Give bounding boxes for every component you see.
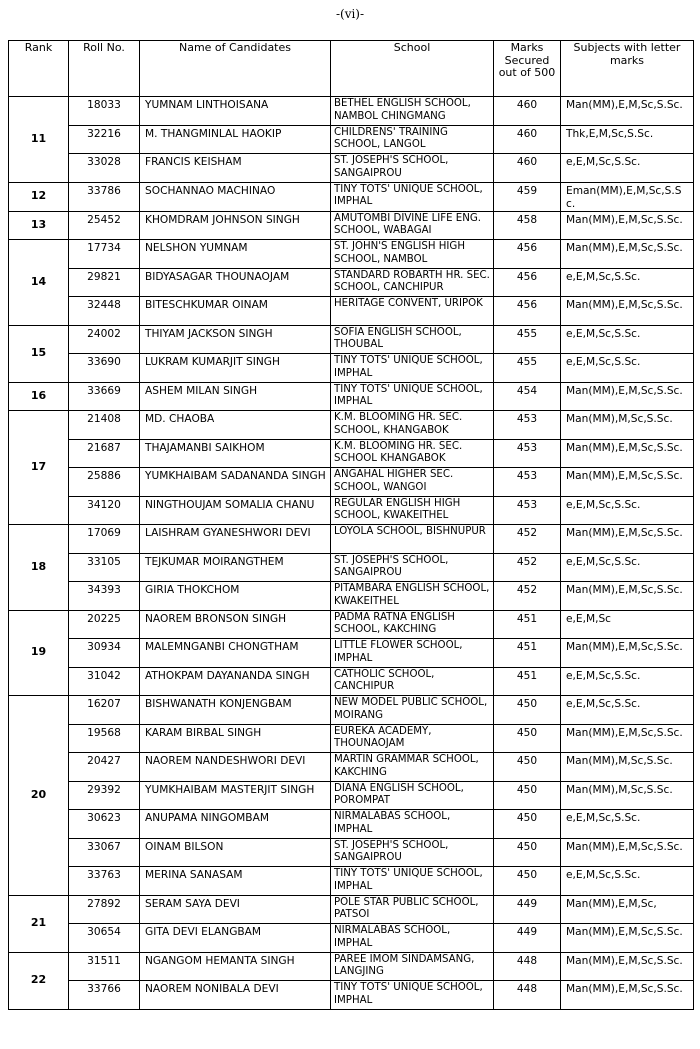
rank-cell: 22 <box>9 952 69 1009</box>
subjects-cell: Man(MM),M,Sc,S.Sc. <box>561 781 694 810</box>
school-cell: LOYOLA SCHOOL, BISHNUPUR <box>331 525 494 554</box>
candidate-name-cell: MERINA SANASAM <box>140 867 331 896</box>
rank-cell: 13 <box>9 211 69 240</box>
school-cell: K.M. BLOOMING HR. SEC. SCHOOL, KHANGABOK <box>331 411 494 440</box>
table-body <box>9 97 694 1010</box>
marks-cell: 451 <box>494 610 561 639</box>
subjects-cell: Man(MM),E,M,Sc,S.Sc. <box>561 838 694 867</box>
table-row <box>9 268 694 297</box>
table-row <box>9 154 694 183</box>
roll-no-cell: 30654 <box>69 924 140 953</box>
roll-no-cell: 33763 <box>69 867 140 896</box>
subjects-cell: Man(MM),E,M,Sc,S.Sc. <box>561 924 694 953</box>
subjects-cell: Man(MM),E,M,Sc,S.Sc. <box>561 468 694 497</box>
marks-cell: 450 <box>494 696 561 725</box>
rank-cell: 11 <box>9 97 69 183</box>
candidate-name-cell: ATHOKPAM DAYANANDA SINGH <box>140 667 331 696</box>
marks-cell: 460 <box>494 97 561 126</box>
table-row <box>9 496 694 525</box>
marks-cell: 453 <box>494 411 561 440</box>
subjects-cell: Man(MM),E,M,Sc,S.Sc. <box>561 981 694 1010</box>
table-row <box>9 211 694 240</box>
table-row <box>9 867 694 896</box>
marks-cell: 449 <box>494 895 561 924</box>
school-cell: TINY TOTS' UNIQUE SCHOOL, IMPHAL <box>331 182 494 211</box>
school-cell: SOFIA ENGLISH SCHOOL, THOUBAL <box>331 325 494 354</box>
table-row <box>9 781 694 810</box>
candidate-name-cell: NAOREM NONIBALA DEVI <box>140 981 331 1010</box>
marks-cell: 456 <box>494 240 561 269</box>
school-cell: ANGAHAL HIGHER SEC. SCHOOL, WANGOI <box>331 468 494 497</box>
subjects-cell: Man(MM),E,M,Sc,S.Sc. <box>561 439 694 468</box>
roll-no-cell: 33690 <box>69 354 140 383</box>
rank-cell: 21 <box>9 895 69 952</box>
marks-cell: 451 <box>494 667 561 696</box>
table-row <box>9 582 694 611</box>
school-cell: ST. JOSEPH'S SCHOOL, SANGAIPROU <box>331 553 494 582</box>
marks-cell: 450 <box>494 753 561 782</box>
roll-no-cell: 32216 <box>69 125 140 154</box>
marks-cell: 450 <box>494 838 561 867</box>
school-cell: HERITAGE CONVENT, URIPOK <box>331 297 494 326</box>
roll-no-cell: 17069 <box>69 525 140 554</box>
subjects-cell: e,E,M,Sc,S.Sc. <box>561 553 694 582</box>
school-cell: NIRMALABAS SCHOOL, IMPHAL <box>331 810 494 839</box>
table-row <box>9 297 694 326</box>
rank-cell: 12 <box>9 182 69 211</box>
rank-cell: 20 <box>9 696 69 896</box>
table-row <box>9 97 694 126</box>
candidate-name-cell: KARAM BIRBAL SINGH <box>140 724 331 753</box>
school-cell: REGULAR ENGLISH HIGH SCHOOL, KWAKEITHEL <box>331 496 494 525</box>
table-row <box>9 639 694 668</box>
roll-no-cell: 20225 <box>69 610 140 639</box>
table-row <box>9 125 694 154</box>
roll-no-cell: 27892 <box>69 895 140 924</box>
roll-no-cell: 34393 <box>69 582 140 611</box>
school-cell: CHILDRENS' TRAINING SCHOOL, LANGOL <box>331 125 494 154</box>
roll-no-cell: 31042 <box>69 667 140 696</box>
marks-cell: 454 <box>494 382 561 411</box>
table-row <box>9 724 694 753</box>
marks-cell: 448 <box>494 981 561 1010</box>
header-marks: Marks Secured out of 500 <box>494 41 561 97</box>
candidate-name-cell: ANUPAMA NINGOMBAM <box>140 810 331 839</box>
candidate-name-cell: M. THANGMINLAL HAOKIP <box>140 125 331 154</box>
table-row <box>9 952 694 981</box>
school-cell: DIANA ENGLISH SCHOOL, POROMPAT <box>331 781 494 810</box>
candidate-name-cell: FRANCIS KEISHAM <box>140 154 331 183</box>
candidate-name-cell: YUMNAM LINTHOISANA <box>140 97 331 126</box>
school-cell: NEW MODEL PUBLIC SCHOOL, MOIRANG <box>331 696 494 725</box>
candidate-name-cell: BITESCHKUMAR OINAM <box>140 297 331 326</box>
subjects-cell: e,E,M,Sc,S.Sc. <box>561 696 694 725</box>
roll-no-cell: 33669 <box>69 382 140 411</box>
candidate-name-cell: GIRIA THOKCHOM <box>140 582 331 611</box>
candidate-name-cell: THAJAMANBI SAIKHOM <box>140 439 331 468</box>
page-number: -(vi)- <box>335 7 365 21</box>
table-row <box>9 382 694 411</box>
table-row <box>9 753 694 782</box>
roll-no-cell: 33105 <box>69 553 140 582</box>
subjects-cell: Man(MM),M,Sc,S.Sc. <box>561 753 694 782</box>
candidate-name-cell: KHOMDRAM JOHNSON SINGH <box>140 211 331 240</box>
school-cell: STANDARD ROBARTH HR. SEC. SCHOOL, CANCHIPUR <box>331 268 494 297</box>
table-row <box>9 240 694 269</box>
school-cell: MARTIN GRAMMAR SCHOOL, KAKCHING <box>331 753 494 782</box>
table-row <box>9 411 694 440</box>
candidate-name-cell: NAOREM BRONSON SINGH <box>140 610 331 639</box>
roll-no-cell: 21687 <box>69 439 140 468</box>
table-row <box>9 354 694 383</box>
candidate-name-cell: SOCHANNAO MACHINAO <box>140 182 331 211</box>
table-row <box>9 182 694 211</box>
candidate-name-cell: OINAM BILSON <box>140 838 331 867</box>
candidate-name-cell: MD. CHAOBA <box>140 411 331 440</box>
marks-cell: 456 <box>494 297 561 326</box>
school-cell: TINY TOTS' UNIQUE SCHOOL, IMPHAL <box>331 867 494 896</box>
header-rank: Rank <box>9 41 69 97</box>
table-row <box>9 325 694 354</box>
roll-no-cell: 20427 <box>69 753 140 782</box>
subjects-cell: Man(MM),E,M,Sc,S.Sc. <box>561 211 694 240</box>
rank-cell: 18 <box>9 525 69 611</box>
rank-cell: 15 <box>9 325 69 382</box>
roll-no-cell: 33786 <box>69 182 140 211</box>
candidate-name-cell: LAISHRAM GYANESHWORI DEVI <box>140 525 331 554</box>
subjects-cell: e,E,M,Sc <box>561 610 694 639</box>
merit-list-table <box>8 40 694 1010</box>
marks-cell: 449 <box>494 924 561 953</box>
school-cell: PADMA RATNA ENGLISH SCHOOL, KAKCHING <box>331 610 494 639</box>
marks-cell: 453 <box>494 496 561 525</box>
school-cell: LITTLE FLOWER SCHOOL, IMPHAL <box>331 639 494 668</box>
candidate-name-cell: GITA DEVI ELANGBAM <box>140 924 331 953</box>
table-row <box>9 610 694 639</box>
marks-cell: 450 <box>494 781 561 810</box>
marks-cell: 458 <box>494 211 561 240</box>
rank-cell: 19 <box>9 610 69 696</box>
subjects-cell: e,E,M,Sc,S.Sc. <box>561 667 694 696</box>
table-row <box>9 696 694 725</box>
subjects-cell: Man(MM),E,M,Sc,S.Sc. <box>561 525 694 554</box>
subjects-cell: Man(MM),E,M,Sc,S.Sc. <box>561 724 694 753</box>
roll-no-cell: 16207 <box>69 696 140 725</box>
marks-cell: 451 <box>494 639 561 668</box>
roll-no-cell: 33067 <box>69 838 140 867</box>
school-cell: EUREKA ACADEMY, THOUNAOJAM <box>331 724 494 753</box>
candidate-name-cell: NELSHON YUMNAM <box>140 240 331 269</box>
school-cell: AMUTOMBI DIVINE LIFE ENG. SCHOOL, WABAGAI <box>331 211 494 240</box>
rank-cell: 17 <box>9 411 69 525</box>
table-row <box>9 468 694 497</box>
subjects-cell: Man(MM),E,M,Sc,S.Sc. <box>561 582 694 611</box>
table-header <box>9 41 694 97</box>
candidate-name-cell: YUMKHAIBAM SADANANDA SINGH <box>140 468 331 497</box>
candidate-name-cell: NAOREM NANDESHWORI DEVI <box>140 753 331 782</box>
candidate-name-cell: SERAM SAYA DEVI <box>140 895 331 924</box>
subjects-cell: e,E,M,Sc,S.Sc. <box>561 496 694 525</box>
subjects-cell: e,E,M,Sc,S.Sc. <box>561 154 694 183</box>
subjects-cell: Man(MM),E,M,Sc, <box>561 895 694 924</box>
roll-no-cell: 19568 <box>69 724 140 753</box>
marks-cell: 460 <box>494 125 561 154</box>
roll-no-cell: 30934 <box>69 639 140 668</box>
school-cell: K.M. BLOOMING HR. SEC. SCHOOL KHANGABOK <box>331 439 494 468</box>
school-cell: ST. JOSEPH'S SCHOOL, SANGAIPROU <box>331 154 494 183</box>
school-cell: POLE STAR PUBLIC SCHOOL, PATSOI <box>331 895 494 924</box>
subjects-cell: e,E,M,Sc,S.Sc. <box>561 325 694 354</box>
subjects-cell: e,E,M,Sc,S.Sc. <box>561 810 694 839</box>
header-name: Name of Candidates <box>140 41 331 97</box>
roll-no-cell: 29392 <box>69 781 140 810</box>
roll-no-cell: 21408 <box>69 411 140 440</box>
candidate-name-cell: THIYAM JACKSON SINGH <box>140 325 331 354</box>
table-row <box>9 838 694 867</box>
candidate-name-cell: BIDYASAGAR THOUNAOJAM <box>140 268 331 297</box>
marks-cell: 455 <box>494 325 561 354</box>
subjects-cell: Man(MM),E,M,Sc,S.Sc. <box>561 240 694 269</box>
marks-cell: 455 <box>494 354 561 383</box>
table-row <box>9 924 694 953</box>
header-subjects: Subjects with letter marks <box>561 41 694 97</box>
table-row <box>9 981 694 1010</box>
subjects-cell: Thk,E,M,Sc,S.Sc. <box>561 125 694 154</box>
table-row <box>9 525 694 554</box>
marks-cell: 456 <box>494 268 561 297</box>
marks-cell: 453 <box>494 439 561 468</box>
candidate-name-cell: YUMKHAIBAM MASTERJIT SINGH <box>140 781 331 810</box>
table-row <box>9 439 694 468</box>
school-cell: ST. JOSEPH'S SCHOOL, SANGAIPROU <box>331 838 494 867</box>
marks-cell: 452 <box>494 582 561 611</box>
school-cell: BETHEL ENGLISH SCHOOL, NAMBOL CHINGMANG <box>331 97 494 126</box>
school-cell: TINY TOTS' UNIQUE SCHOOL, IMPHAL <box>331 382 494 411</box>
marks-cell: 453 <box>494 468 561 497</box>
roll-no-cell: 31511 <box>69 952 140 981</box>
subjects-cell: Man(MM),M,Sc,S.Sc. <box>561 411 694 440</box>
table-row <box>9 667 694 696</box>
candidate-name-cell: NGANGOM HEMANTA SINGH <box>140 952 331 981</box>
subjects-cell: e,E,M,Sc,S.Sc. <box>561 867 694 896</box>
subjects-cell: Eman(MM),E,M,Sc,S.Sc. <box>561 182 694 211</box>
marks-cell: 450 <box>494 724 561 753</box>
marks-cell: 460 <box>494 154 561 183</box>
subjects-cell: Man(MM),E,M,Sc,S.Sc. <box>561 97 694 126</box>
school-cell: ST. JOHN'S ENGLISH HIGH SCHOOL, NAMBOL <box>331 240 494 269</box>
marks-cell: 448 <box>494 952 561 981</box>
subjects-cell: e,E,M,Sc,S.Sc. <box>561 354 694 383</box>
candidate-name-cell: BISHWANATH KONJENGBAM <box>140 696 331 725</box>
roll-no-cell: 29821 <box>69 268 140 297</box>
subjects-cell: Man(MM),E,M,Sc,S.Sc. <box>561 952 694 981</box>
header-roll-no: Roll No. <box>69 41 140 97</box>
candidate-name-cell: MALEMNGANBI CHONGTHAM <box>140 639 331 668</box>
subjects-cell: e,E,M,Sc,S.Sc. <box>561 268 694 297</box>
marks-cell: 450 <box>494 810 561 839</box>
school-cell: CATHOLIC SCHOOL, CANCHIPUR <box>331 667 494 696</box>
candidate-name-cell: TEJKUMAR MOIRANGTHEM <box>140 553 331 582</box>
marks-cell: 452 <box>494 553 561 582</box>
marks-cell: 450 <box>494 867 561 896</box>
school-cell: NIRMALABAS SCHOOL, IMPHAL <box>331 924 494 953</box>
roll-no-cell: 25886 <box>69 468 140 497</box>
school-cell: TINY TOTS' UNIQUE SCHOOL, IMPHAL <box>331 981 494 1010</box>
table-row <box>9 895 694 924</box>
table-row <box>9 810 694 839</box>
roll-no-cell: 34120 <box>69 496 140 525</box>
roll-no-cell: 18033 <box>69 97 140 126</box>
subjects-cell: Man(MM),E,M,Sc,S.Sc. <box>561 382 694 411</box>
roll-no-cell: 33028 <box>69 154 140 183</box>
rank-cell: 16 <box>9 382 69 411</box>
school-cell: PITAMBARA ENGLISH SCHOOL, KWAKEITHEL <box>331 582 494 611</box>
marks-cell: 452 <box>494 525 561 554</box>
school-cell: PAREE IMOM SINDAMSANG, LANGJING <box>331 952 494 981</box>
candidate-name-cell: ASHEM MILAN SINGH <box>140 382 331 411</box>
table-row <box>9 553 694 582</box>
candidate-name-cell: LUKRAM KUMARJIT SINGH <box>140 354 331 383</box>
subjects-cell: Man(MM),E,M,Sc,S.Sc. <box>561 639 694 668</box>
rank-cell: 14 <box>9 240 69 326</box>
roll-no-cell: 32448 <box>69 297 140 326</box>
roll-no-cell: 17734 <box>69 240 140 269</box>
roll-no-cell: 25452 <box>69 211 140 240</box>
roll-no-cell: 30623 <box>69 810 140 839</box>
candidate-name-cell: NINGTHOUJAM SOMALIA CHANU <box>140 496 331 525</box>
roll-no-cell: 24002 <box>69 325 140 354</box>
school-cell: TINY TOTS' UNIQUE SCHOOL, IMPHAL <box>331 354 494 383</box>
header-school: School <box>331 41 494 97</box>
marks-cell: 459 <box>494 182 561 211</box>
subjects-cell: Man(MM),E,M,Sc,S.Sc. <box>561 297 694 326</box>
roll-no-cell: 33766 <box>69 981 140 1010</box>
